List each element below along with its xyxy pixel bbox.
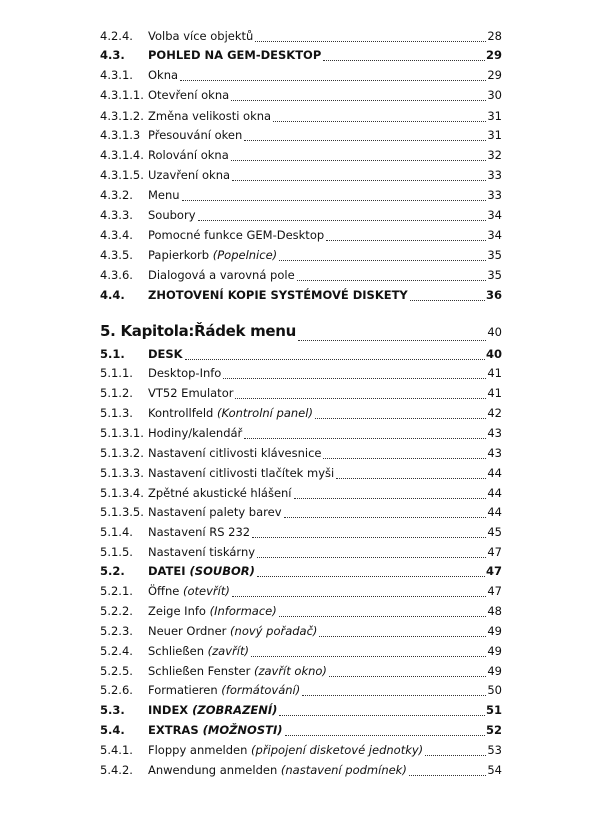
toc-entry <box>100 246 502 264</box>
section-title: DATEI (SOUBOR) <box>148 564 255 578</box>
section-number: 5.1.3.2. <box>100 446 144 460</box>
toc-entry <box>100 364 502 382</box>
section-title-translation: (nastavení podmínek) <box>277 763 407 777</box>
toc-entry <box>100 622 502 640</box>
page-number: 34 <box>487 228 502 242</box>
dot-leader <box>244 139 486 141</box>
page-number: 42 <box>487 406 502 420</box>
dot-leader <box>329 675 486 677</box>
toc-entry <box>100 681 502 699</box>
dot-leader <box>425 754 486 756</box>
toc-entry <box>100 721 502 739</box>
toc-entry <box>100 582 502 600</box>
dot-leader <box>231 99 486 101</box>
page-number: 45 <box>487 525 502 539</box>
section-number: 4.3.1.3 <box>100 128 141 142</box>
section-number: 5.1.3.3. <box>100 466 144 480</box>
section-title: Papierkorb (Popelnice) <box>148 248 278 262</box>
toc-entry <box>100 523 502 541</box>
toc-entry <box>100 562 502 580</box>
page-number: 54 <box>487 763 502 777</box>
dot-leader <box>223 377 486 379</box>
section-number: 5.1.1. <box>100 366 133 380</box>
section-title: 5. Kapitola:Řádek menu <box>100 322 297 340</box>
section-title: Zeige Info (Informace) <box>148 604 277 618</box>
section-number: 5.2.6. <box>100 683 133 697</box>
dot-leader <box>285 734 485 736</box>
toc-entry <box>100 286 502 304</box>
dot-leader <box>180 79 486 81</box>
page-number: 49 <box>487 624 502 638</box>
toc-entry <box>100 186 502 204</box>
section-title: Kontrollfeld (Kontrolní panel) <box>148 406 313 420</box>
dot-leader <box>336 477 486 479</box>
page-number: 31 <box>487 128 502 142</box>
toc-entry <box>100 484 502 502</box>
dot-leader <box>294 497 487 499</box>
section-title: Volba více objektů <box>148 29 254 43</box>
page-number: 34 <box>487 208 502 222</box>
toc-entry <box>100 543 502 561</box>
section-title: Anwendung anmelden (nastavení podmínek) <box>148 763 407 777</box>
toc-entry <box>100 444 502 462</box>
toc-entry <box>100 86 502 104</box>
toc-entry <box>100 146 502 164</box>
section-number: 4.3.1.5. <box>100 168 144 182</box>
section-number: 5.1.5. <box>100 545 133 559</box>
dot-leader <box>232 595 487 597</box>
dot-leader <box>251 655 486 657</box>
section-number: 5.2.2. <box>100 604 133 618</box>
dot-leader <box>319 635 486 637</box>
toc-entry <box>100 701 502 719</box>
section-number: 4.3. <box>100 48 125 62</box>
toc-entry <box>100 345 502 363</box>
section-title: Změna velikosti okna <box>148 109 272 123</box>
page-number: 35 <box>487 248 502 262</box>
section-number: 5.2.5. <box>100 664 133 678</box>
page-number: 36 <box>485 288 502 302</box>
toc-entry <box>100 266 502 284</box>
dot-leader <box>297 279 487 281</box>
page-number: 31 <box>487 109 502 123</box>
toc-entry <box>100 424 502 442</box>
page-number: 32 <box>487 148 502 162</box>
toc-entry <box>100 503 502 521</box>
section-number: 5.1.3.4. <box>100 486 144 500</box>
section-number: 5.1.3.5. <box>100 505 144 519</box>
section-number: 5.4.1. <box>100 743 133 757</box>
toc-entry <box>100 384 502 402</box>
section-title-translation: (ZOBRAZENÍ) <box>188 703 278 717</box>
section-title: EXTRAS (MOŽNOSTI) <box>148 723 283 737</box>
page-number: 29 <box>487 68 502 82</box>
toc-entry <box>100 226 502 244</box>
section-title: Neuer Ordner (nový pořadač) <box>148 624 318 638</box>
section-number: 4.3.6. <box>100 268 133 282</box>
page-number: 44 <box>487 505 502 519</box>
section-number: 5.1.3.1. <box>100 426 144 440</box>
page-number: 43 <box>487 426 502 440</box>
section-number: 4.3.2. <box>100 188 133 202</box>
toc-entry <box>100 662 502 680</box>
page-number: 33 <box>487 188 502 202</box>
dot-leader <box>273 120 486 122</box>
section-title-translation: (formátování) <box>217 683 301 697</box>
dot-leader <box>257 575 485 577</box>
section-number: 4.3.1. <box>100 68 133 82</box>
dot-leader <box>279 714 485 716</box>
section-number: 5.2.1. <box>100 584 133 598</box>
section-number: 5.4. <box>100 723 125 737</box>
page-number: 41 <box>487 386 502 400</box>
section-title: Öffne (otevřít) <box>148 584 230 598</box>
section-title: Schließen Fenster (zavřít okno) <box>148 664 327 678</box>
page-number: 47 <box>487 584 502 598</box>
toc-entry <box>100 464 502 482</box>
section-number: 4.3.1.4. <box>100 148 144 162</box>
page-number: 47 <box>487 545 502 559</box>
page-number: 52 <box>485 723 502 737</box>
dot-leader <box>323 457 486 459</box>
section-title: Otevření okna <box>148 88 230 102</box>
dot-leader <box>284 516 487 518</box>
dot-leader <box>409 774 487 776</box>
section-title: Nastavení tiskárny <box>148 545 256 559</box>
section-title: DESK <box>148 347 183 361</box>
section-number: 4.3.3. <box>100 208 133 222</box>
dot-leader <box>323 59 485 61</box>
dot-leader <box>232 179 486 181</box>
section-title-translation: (připojení disketové jednotky) <box>247 743 424 757</box>
section-title: Formatieren (formátování) <box>148 683 301 697</box>
page-number: 47 <box>485 564 502 578</box>
page-number: 28 <box>487 29 502 43</box>
dot-leader <box>410 299 485 301</box>
section-number: 5.2. <box>100 564 125 578</box>
section-title: POHLED NA GEM-DESKTOP <box>148 48 322 62</box>
section-title-translation: (Informace) <box>205 604 277 618</box>
page-number: 44 <box>487 486 502 500</box>
dot-leader <box>235 397 486 399</box>
page-number: 40 <box>485 347 502 361</box>
page-number: 49 <box>487 644 502 658</box>
section-title: Přesouvání oken <box>148 128 243 142</box>
toc-entry <box>100 107 502 125</box>
section-title: Uzavření okna <box>148 168 231 182</box>
toc-entry <box>100 642 502 660</box>
section-title-translation: (otevřít) <box>179 584 230 598</box>
page-number: 53 <box>487 743 502 757</box>
page-number: 49 <box>487 664 502 678</box>
dot-leader <box>279 615 487 617</box>
section-number: 4.2.4. <box>100 29 133 43</box>
section-title: Hodiny/kalendář <box>148 426 243 440</box>
section-title: Zpětné akustické hlášení <box>148 486 292 500</box>
section-title-translation: (Kontrolní panel) <box>213 406 313 420</box>
page-number: 44 <box>487 466 502 480</box>
section-number: 4.3.5. <box>100 248 133 262</box>
section-title: Rolování okna <box>148 148 229 162</box>
toc-entry <box>100 66 502 84</box>
section-title: Dialogová a varovná pole <box>148 268 295 282</box>
section-number: 4.3.4. <box>100 228 133 242</box>
section-number: 5.1.3. <box>100 406 133 420</box>
dot-leader <box>185 358 485 360</box>
section-number: 4.4. <box>100 288 125 302</box>
section-title: VT52 Emulator <box>148 386 234 400</box>
section-title: Pomocné funkce GEM-Desktop <box>148 228 325 242</box>
page-number: 30 <box>487 88 502 102</box>
section-number: 4.3.1.1. <box>100 88 144 102</box>
toc-entry <box>100 761 502 779</box>
section-number: 5.1. <box>100 347 125 361</box>
page-number: 48 <box>487 604 502 618</box>
section-title: Soubory <box>148 208 196 222</box>
page-number: 43 <box>487 446 502 460</box>
section-title-translation: (nový pořadač) <box>226 624 318 638</box>
section-title: Nastavení RS 232 <box>148 525 251 539</box>
toc-entry <box>100 166 502 184</box>
dot-leader <box>182 199 487 201</box>
toc-entry <box>100 404 502 422</box>
dot-leader <box>255 40 486 42</box>
section-title-translation: (Popelnice) <box>209 248 278 262</box>
page-number: 41 <box>487 366 502 380</box>
section-title: ZHOTOVENÍ KOPIE SYSTÉMOVÉ DISKETY <box>148 288 408 302</box>
page-number: 33 <box>487 168 502 182</box>
section-number: 5.1.2. <box>100 386 133 400</box>
dot-leader <box>252 536 486 538</box>
section-title-translation: (MOŽNOSTI) <box>198 723 283 737</box>
section-title: Nastavení citlivosti tlačítek myši <box>148 466 335 480</box>
section-title: Desktop-Info <box>148 366 222 380</box>
toc-entry <box>100 27 502 45</box>
dot-leader <box>315 417 486 419</box>
chapter-heading <box>100 322 502 344</box>
toc-entry <box>100 46 502 64</box>
toc-entry <box>100 126 502 144</box>
section-number: 5.4.2. <box>100 763 133 777</box>
toc-entry <box>100 741 502 759</box>
dot-leader <box>198 219 487 221</box>
dot-leader <box>257 556 486 558</box>
section-title: Nastavení palety barev <box>148 505 282 519</box>
section-title: Okna <box>148 68 179 82</box>
section-number: 5.2.4. <box>100 644 133 658</box>
section-number: 5.2.3. <box>100 624 133 638</box>
section-title: Schließen (zavřít) <box>148 644 249 658</box>
page-number: 29 <box>485 48 502 62</box>
section-title-translation: (zavřít) <box>203 644 249 658</box>
dot-leader <box>244 437 486 439</box>
section-title: Floppy anmelden (připojení disketové jednotky) <box>148 743 424 757</box>
toc-entry <box>100 206 502 224</box>
section-number: 5.1.4. <box>100 525 133 539</box>
dot-leader <box>302 694 486 696</box>
section-title-translation: (zavřít okno) <box>250 664 327 678</box>
section-number: 4.3.1.2. <box>100 109 144 123</box>
section-title-translation: (SOUBOR) <box>185 564 255 578</box>
dot-leader <box>279 259 486 261</box>
section-title: Nastavení citlivosti klávesnice <box>148 446 322 460</box>
page-number: 35 <box>487 268 502 282</box>
page-number: 51 <box>485 703 502 717</box>
page-number: 40 <box>487 325 502 339</box>
section-title: Menu <box>148 188 180 202</box>
dot-leader <box>326 239 486 241</box>
section-number: 5.3. <box>100 703 125 717</box>
page-number: 50 <box>487 683 502 697</box>
dot-leader <box>298 339 486 341</box>
toc-entry <box>100 602 502 620</box>
dot-leader <box>231 159 487 161</box>
section-title: INDEX (ZOBRAZENÍ) <box>148 703 278 717</box>
